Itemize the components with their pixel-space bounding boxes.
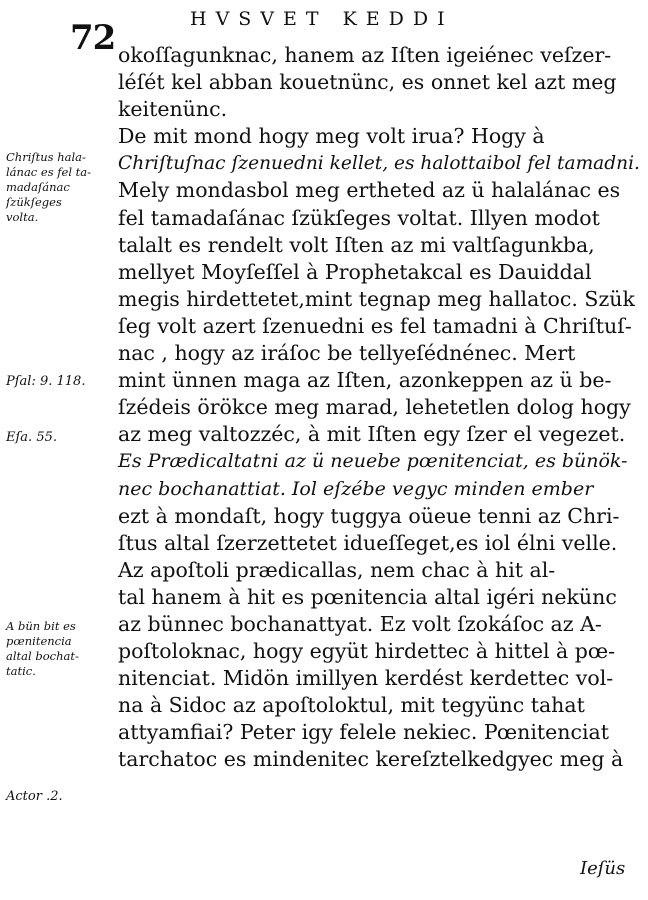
- margin-note-line: Actor .2.: [6, 789, 63, 804]
- margin-note-line: tatic.: [6, 664, 36, 678]
- text-line: mellyet Moyſeſſel à Prophetakcal es Dauiddal: [118, 259, 592, 284]
- margin-note-line: Pſal: 9. 118.: [6, 374, 86, 389]
- text-line: az bünnec bochanattyat. Ez volt ſzokáſoc az A-: [118, 611, 602, 636]
- text-line: az meg valtozzéc, à mit Iſten egy ſzer el vegezet.: [118, 422, 626, 447]
- text-line: ſeg volt azert ſzenuedni es fel tamadni à Chriſtuſ-: [118, 313, 632, 338]
- text-line: Mely mondasbol meg ertheted az ü halalánac es: [118, 178, 621, 203]
- text-line: okoſſagunknac, hanem az Iſten igeiénec veſzer-: [118, 43, 612, 67]
- text-line: léſét kel abban kouetnünc, es onnet kel azt meg: [118, 70, 617, 95]
- margin-note-line: Eſa. 55.: [6, 430, 57, 445]
- text-line: keitenünc.: [118, 97, 228, 122]
- text-line: nac , hogy az iráſoc be tellyeſédnénec. Mert: [118, 341, 576, 366]
- text-line: fel tamadaſánac ſzükſeges voltat. Illyen modot: [118, 205, 600, 230]
- margin-note-line: pœnitencia: [6, 634, 72, 648]
- margin-note: [6, 789, 121, 804]
- margin-note: [6, 150, 121, 225]
- catchword: Ieſüs: [580, 858, 626, 879]
- margin-note: [6, 430, 121, 445]
- text-line: mint ünnen maga az Iſten, azonkeppen az ü be-: [118, 368, 612, 393]
- margin-note-line: A bün bit es: [6, 619, 76, 633]
- text-line: De mit mond hogy meg volt irua? Hogy à: [118, 124, 545, 149]
- text-line: nec bochanattiat. Iol eſzébe vegyc minden ember: [118, 477, 594, 500]
- margin-note-line: lánac es fel ta-: [6, 165, 92, 179]
- margin-note-line: altal bochat-: [6, 649, 79, 663]
- main-text: [118, 42, 646, 774]
- page-number: 72: [70, 18, 116, 58]
- text-line: Az apoſtoli prædicallas, nem chac à hit al-: [118, 557, 556, 582]
- text-line: attyamfiai? Peter igy felele nekiec. Pœnitenciat: [118, 720, 609, 745]
- text-line: talalt es rendelt volt Iſten az mi valtſagunkba,: [118, 232, 595, 257]
- text-line: megis hirdettetet,mint tegnap meg hallatoc. Szük: [118, 286, 635, 311]
- text-line: ezt à mondaſt, hogy tuggya oüeue tenni az Chri-: [118, 503, 620, 528]
- text-line: ſtus altal ſzerzettetet idueſſeget,es iol élni velle.: [118, 530, 618, 555]
- text-line: Es Prædicaltatni az ü neuebe pœnitenciat, es bünök-: [118, 450, 628, 473]
- running-head: HVSVET KEDDI: [190, 8, 454, 30]
- margin-note-line: ſzükſeges: [6, 195, 62, 209]
- text-line: na à Sidoc az apoſtoloktul, mit tegyünc tahat: [118, 693, 585, 718]
- margin-note-line: madaſánac: [6, 180, 70, 194]
- text-line: ſzédeis örökce meg marad, lehetetlen dolog hogy: [118, 395, 631, 420]
- margin-note: [6, 374, 121, 389]
- text-line: nitenciat. Midön imillyen kerdést kerdettec vol-: [118, 666, 614, 691]
- text-line: tal hanem à hit es pœnitencia altal igéri nekünc: [118, 584, 617, 609]
- text-line: poſtoloknac, hogy együt hirdettec à hittel à pœ-: [118, 639, 616, 664]
- margin-note: [6, 619, 121, 679]
- margin-note-line: volta.: [6, 210, 39, 224]
- text-line: tarchatoc es mindenitec kereſztelkedgyec meg à: [118, 747, 624, 772]
- text-line: Chriſtuſnac ſzenuedni kellet, es halottaibol fel tamadni.: [118, 153, 640, 175]
- margin-note-line: Chriſtus hala-: [6, 150, 86, 164]
